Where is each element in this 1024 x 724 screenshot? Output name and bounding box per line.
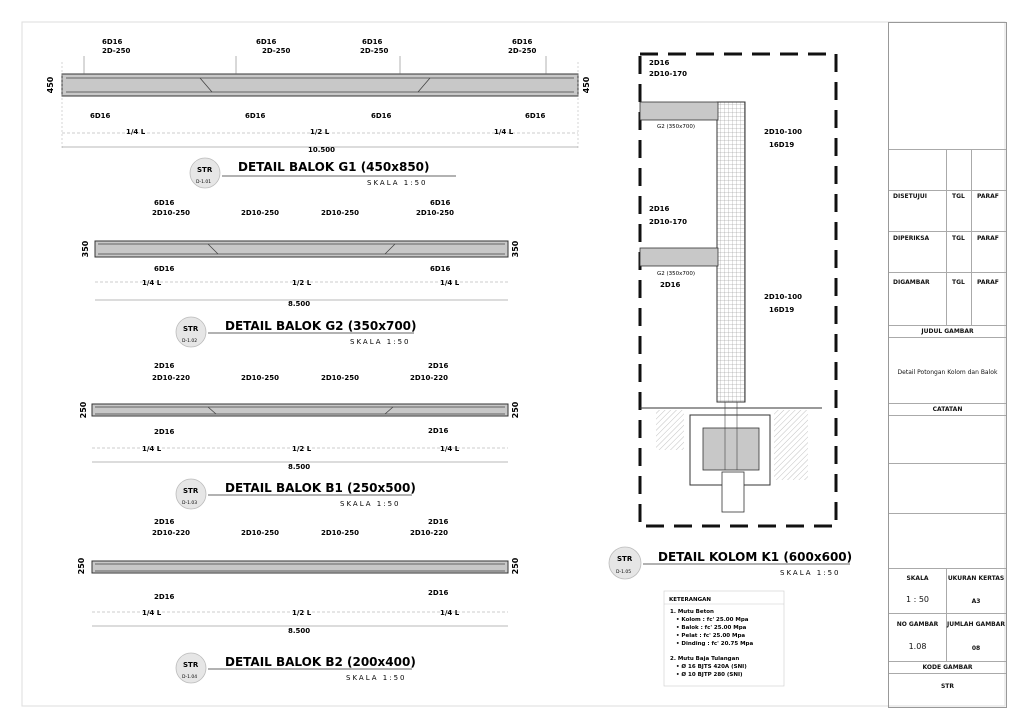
column-scale: SKALA 1:50 [780,569,841,577]
beam-g2-botbar-2: 6D16 [430,265,451,273]
upper-beam [640,102,718,120]
column-stamp-code: STR [617,555,633,563]
beam-g2-stirrup-3: 2D10-250 [321,209,359,217]
beam-g2-botbar-1: 6D16 [154,265,175,273]
col-stirrup-1: 2D10-100 [764,128,802,136]
lower-beam-stirrup: 2D10-170 [649,218,687,226]
beam-b1-height-left: 250 [79,401,88,419]
lower-beam-bars: 2D16 [649,205,670,213]
lower-beam-label: G2 (350x700) [657,271,696,277]
notes-concrete-3: • Pelat : fc' 25.00 Mpa [676,633,746,639]
beam-g1-span-3: 1/4 L [494,128,514,136]
beam-b2-span-2: 1/2 L [292,609,312,617]
tb-drawing-no-label: NO GAMBAR [896,621,939,628]
beam-g2-stirrup-2: 2D10-250 [241,209,279,217]
beam-b2-scale: SKALA 1:50 [346,674,407,682]
beam-b2-detail [77,518,520,683]
beam-g1-height-right: 450 [582,76,591,94]
beam-g1-total-length: 10.500 [308,146,336,154]
tb-checked-paraf: PARAF [977,235,999,242]
tb-drawn-label: DIGAMBAR [893,279,930,286]
tb-approved-paraf: PARAF [977,193,999,200]
beam-g2-stirrup-4: 2D10-250 [416,209,454,217]
beam-g1-sheet-ref: D-1.01 [196,180,212,185]
lower-beam-bottom: 2D16 [660,281,681,289]
beam-b2-botbar-1: 2D16 [154,593,175,601]
col-stirrup-2: 2D10-100 [764,293,802,301]
beam-g2-span-2: 1/2 L [292,279,312,287]
beam-g1-botbar-1: 6D16 [90,112,111,120]
lower-beam [640,248,718,266]
tb-checked-label: DIPERIKSA [893,235,930,242]
beam-b1-topbar-2: 2D16 [428,362,449,370]
upper-beam-label: G2 (350x700) [657,124,696,130]
tb-sheet-count: 08 [971,645,981,652]
beam-b2-height-left: 250 [77,557,86,575]
beam-b1-sheet-ref: D-1.03 [182,501,198,506]
beam-b2-stamp-code: STR [183,661,199,669]
beam-g1-stirrup-1: 2D-250 [102,47,131,55]
beam-g1-stirrup-2: 2D-250 [262,47,291,55]
beam-b2-botbar-2: 2D16 [428,589,449,597]
column-sheet-ref: D-1.05 [616,570,632,575]
beam-b1-span-2: 1/2 L [292,445,312,453]
tb-scale-label: SKALA [906,575,929,582]
beam-b2-stirrup-4: 2D10-220 [410,529,448,537]
beam-g1-topbar-4: 6D16 [512,38,533,46]
tb-sheet-count-label: JUMLAH GAMBAR [946,621,1006,628]
beam-b1-botbar-2: 2D16 [428,427,449,435]
beam-g1-detail [46,38,591,188]
beam-b1-total-length: 8.500 [288,463,311,471]
tb-drawn-paraf: PARAF [977,279,999,286]
beam-b2-height-right: 250 [511,557,520,575]
beam-g1-botbar-2: 6D16 [245,112,266,120]
beam-g1-body [62,74,578,96]
beam-g1-height-left: 450 [46,76,55,94]
notes-box [664,591,784,686]
tb-approved-tgl: TGL [952,193,965,200]
tb-paper-value: A3 [971,598,981,605]
tb-drawing-title-label: JUDUL GAMBAR [921,328,974,335]
beam-g2-height-left: 350 [81,240,90,258]
beam-g2-topbar-1: 6D16 [154,199,175,207]
column-body [717,102,745,402]
beam-g1-topbar-1: 6D16 [102,38,123,46]
tb-drawing-no: 1.08 [908,642,927,651]
tb-code-label: KODE GAMBAR [922,664,973,671]
tb-notes-label: CATATAN [932,406,963,413]
beam-b1-stirrup-4: 2D10-220 [410,374,448,382]
beam-b1-stirrup-2: 2D10-250 [241,374,279,382]
beam-g2-sheet-ref: D-1.02 [182,339,198,344]
beam-g1-span-1: 1/4 L [126,128,146,136]
beam-g1-botbar-3: 6D16 [371,112,392,120]
beam-b1-scale: SKALA 1:50 [340,500,401,508]
tb-drawn-tgl: TGL [952,279,965,286]
beam-b1-stamp-code: STR [183,487,199,495]
upper-beam-bars: 2D16 [649,59,670,67]
column-k1-detail [609,54,852,579]
tb-scale-value: 1 : 50 [905,595,930,604]
beam-g1-botbar-4: 6D16 [525,112,546,120]
beam-b1-height-right: 250 [511,401,520,419]
beam-b2-stirrup-2: 2D10-250 [241,529,279,537]
beam-b2-span-1: 1/4 L [142,609,162,617]
beam-b1-stirrup-3: 2D10-250 [321,374,359,382]
beam-g2-total-length: 8.500 [288,300,311,308]
beam-g2-topbar-2: 6D16 [430,199,451,207]
notes-steel-1: • Ø 16 BJTS 420A (SNI) [676,664,747,670]
beam-g2-stamp-code: STR [183,325,199,333]
beam-b1-topbar-1: 2D16 [154,362,175,370]
beam-g2-span-1: 1/4 L [142,279,162,287]
notes-heading: KETERANGAN [669,597,711,603]
tb-approved-label: DISETUJUI [893,193,927,200]
beam-g2-height-right: 350 [511,240,520,258]
column-title: DETAIL KOLOM K1 (600x600) [658,550,853,564]
beam-g1-scale: SKALA 1:50 [367,179,428,187]
beam-g1-span-2: 1/2 L [310,128,330,136]
beam-g1-stirrup-4: 2D-250 [508,47,537,55]
col-main-1: 16D19 [769,141,795,149]
notes-concrete-4: • Dinding : fc' 20.75 Mpa [676,641,754,647]
beam-g2-stirrup-1: 2D10-250 [152,209,190,217]
beam-b2-total-length: 8.500 [288,627,311,635]
beam-b2-topbar-1: 2D16 [154,518,175,526]
beam-b1-detail [79,362,520,509]
beam-g2-span-3: 1/4 L [440,279,460,287]
beam-b2-stirrup-3: 2D10-250 [321,529,359,537]
title-block [888,22,1007,708]
notes-item-1: 1. Mutu Beton [670,609,714,615]
beam-g2-title: DETAIL BALOK G2 (350x700) [225,319,417,333]
beam-g2-detail [81,199,520,347]
notes-concrete-2: • Balok : fc' 25.00 Mpa [676,625,747,631]
tb-checked-tgl: TGL [952,235,965,242]
beam-b1-span-1: 1/4 L [142,445,162,453]
beam-b2-sheet-ref: D-1.04 [182,675,198,680]
beam-g1-topbar-2: 6D16 [256,38,277,46]
beam-g1-title: DETAIL BALOK G1 (450x850) [238,160,430,174]
pile [722,472,744,512]
pile-cap [703,428,759,470]
beam-b2-stirrup-1: 2D10-220 [152,529,190,537]
tb-code-value: STR [940,683,955,690]
beam-g2-body [95,241,508,257]
beam-g2-scale: SKALA 1:50 [350,338,411,346]
beam-b2-topbar-2: 2D16 [428,518,449,526]
beam-b1-span-3: 1/4 L [440,445,460,453]
col-main-2: 16D19 [769,306,795,314]
beam-g1-stamp-code: STR [197,166,213,174]
tb-drawing-title: Detail Potongan Kolom dan Balok [897,369,998,376]
beam-g1-topbar-3: 6D16 [362,38,383,46]
notes-item-2: 2. Mutu Baja Tulangan [670,656,740,662]
upper-beam-stirrup: 2D10-170 [649,70,687,78]
beam-b1-title: DETAIL BALOK B1 (250x500) [225,481,416,495]
tb-paper-label: UKURAN KERTAS [947,575,1005,582]
beam-b1-stirrup-1: 2D10-220 [152,374,190,382]
beam-b2-title: DETAIL BALOK B2 (200x400) [225,655,416,669]
beam-g1-stirrup-3: 2D-250 [360,47,389,55]
notes-concrete-1: • Kolom : fc' 25.00 Mpa [676,617,749,623]
beam-b1-botbar-1: 2D16 [154,428,175,436]
notes-steel-2: • Ø 10 BJTP 280 (SNI) [676,672,743,678]
beam-b2-span-3: 1/4 L [440,609,460,617]
